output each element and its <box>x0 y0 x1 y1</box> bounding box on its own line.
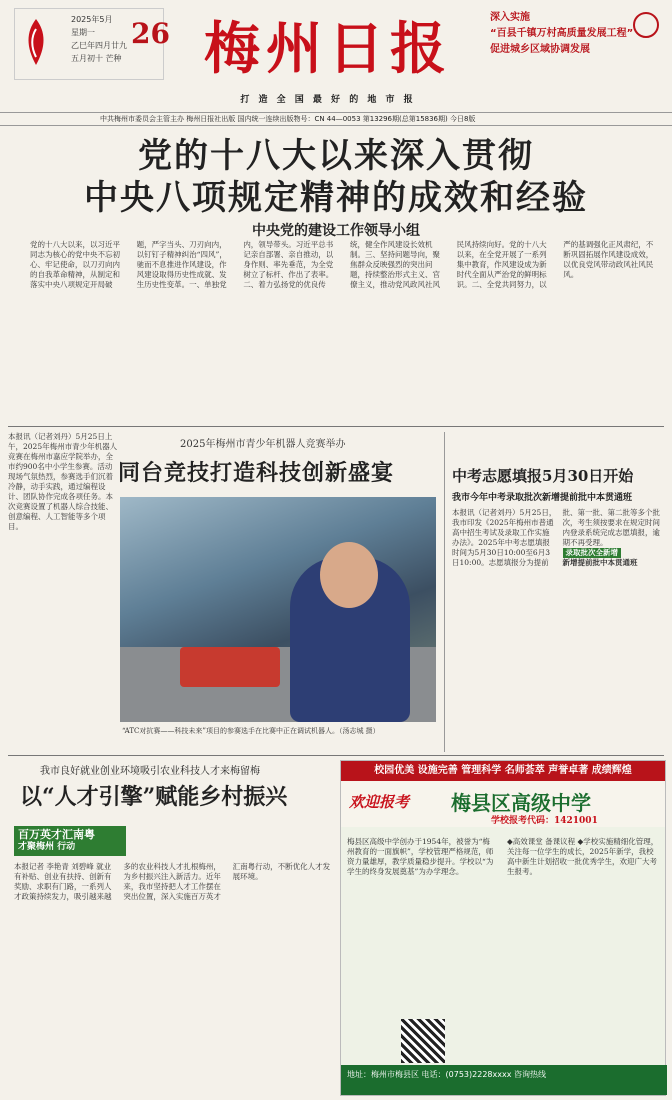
talent-banner-title: 百万英才汇南粤 <box>18 828 95 841</box>
event-kicker: 2025年梅州市青少年机器人竞赛举办 <box>180 439 346 450</box>
talent-body: 本报记者 李艳青 刘碧峰 就业有补贴、创业有扶持、创新有奖励、求职有门路，一系列人才政策持续发力，吸引越来越多的农业科技人才扎根梅州，为乡村振兴注入新活力。近年来，我市坚持把人才工作摆在突出位置，深入实施百万英才汇南粤行动，不断优化人才发展环境。 <box>14 862 331 901</box>
talent-headline: 以“人才引擎”赋能乡村振兴 <box>20 784 288 810</box>
ad-right-text: ◆高效课堂 备课议程 ◆学校实施精细化管理，关注每一位学生的成长，2025年新学，我校高中新生计划招收一批优秀学生，欢迎广大考生报考。 <box>507 837 659 876</box>
lead-body: 党的十八大以来，以习近平同志为核心的党中央不忘初心、牢记使命，以刀刃向内的自我革命精神，从制定和落实中央八项规定开局破题，严字当头、刀刃向内，以钉钉子精神纠治“四风”，驰而不息推进作风建设，作风建设取得历史性成就、发生历史性变革。一、单独党内，领导带头。习近平总书记亲自部署、亲自推动，以身作则、率先垂范，为全党树立了标杆、作出了表率。二、着力弘扬党的优良传统，健全作风建设长效机制。三、坚持问题导向，聚焦群众反映强烈的突出问题，持续整治形式主义、官僚主义，推动党风政风社风民风持续向好。党的十八大以来，在全党开展了一系列集中教育，作风建设成为新时代全面从严治党的鲜明标识。二、全党共同努力，以严的基调强化正风肃纪，不断巩固拓展作风建设成效，以优良党风带动政风社风民风。 <box>30 240 654 289</box>
masthead <box>0 0 672 118</box>
promo-line-2: “百县千镇万村高质量发展工程” <box>490 28 634 39</box>
lunar-term: 五月初十 芒种 <box>71 54 122 63</box>
divider <box>444 432 445 752</box>
exam-headline: 中考志愿填报5月30日开始 <box>452 467 634 485</box>
ad-body: 梅县区高级中学创办于1954年，被誉为“梅州教育的一面旗帜”，学校管理严格规范，师资力量雄厚，教学质量稳步提升。学校以“为学生的终身发展奠基”为办学理念。 <box>347 837 494 876</box>
exam-tag2: 新增提前批中本贯通班 <box>562 558 638 567</box>
newspaper-logo-icon <box>21 17 51 67</box>
exam-body <box>452 508 667 738</box>
robot-competition-photo <box>120 497 436 722</box>
exam-subhead: 我市今年中考录取批次新增提前批中本贯通班 <box>452 493 633 503</box>
talent-banner-sub: 才聚梅州 行动 <box>18 842 76 852</box>
school-advertisement <box>340 760 666 1096</box>
promo-box <box>490 10 665 82</box>
photo-robot <box>180 647 280 687</box>
ad-top-banner: 校园优美 设施完善 管理科学 名师荟萃 声誉卓著 成绩辉煌 <box>341 761 665 781</box>
exam-text: 本报讯（记者刘丹）5月25日，我市印发《2025年梅州市普通高中招生考试及录取工作实施办法》。2025年中考志愿填报时间为5月30日10:00至6月3日10:00。志愿填报分为提前批、第一批、第二批等多个批次，考生须按要求在规定时间内登录系统完成志愿填报，逾期不再受理。 <box>452 508 660 567</box>
ad-title-area <box>341 781 665 827</box>
date-column <box>71 13 127 65</box>
event-brief: 本报讯（记者刘丹）5月25日上午，2025年梅州市青少年机器人竞赛在梅州市嘉应学院举办，全市约900名中小学生参赛。活动现场气氛热烈，参赛选手们沉着冷静，动手实践，通过编程设计、团队协作完成各项任务。本次竞赛设置了机器人综合技能、创意编程、人工智能等多个项目。 <box>8 432 118 531</box>
ad-school-name: 梅县区高级中学 <box>451 791 591 815</box>
day-number: 26 <box>131 17 170 50</box>
divider <box>8 755 664 756</box>
newspaper-title: 梅州日报 <box>204 16 452 82</box>
ad-footer: 地址：梅州市梅县区 电话：(0753)2228xxxx 咨询热线 <box>341 1065 667 1095</box>
event-headline: 同台竞技打造科技创新盛宴 <box>118 460 395 486</box>
divider <box>8 426 664 427</box>
lead-headline <box>0 135 672 219</box>
ad-school-code: 学校报考代码：1421001 <box>491 816 598 826</box>
lunar-date: 乙巳年四月廿九 <box>71 41 127 50</box>
talent-banner <box>14 826 126 856</box>
photo-student-head <box>320 542 378 608</box>
badge-icon <box>633 12 659 38</box>
year-month: 2025年5月 <box>71 15 113 24</box>
photo-caption: “ATC对抗赛——科技未来”项目的参赛选手在比赛中正在调试机器人。（汤志城 摄） <box>122 727 380 735</box>
info-bar: 中共梅州市委员会主管主办 梅州日报社出版 国内统一连续出版物号：CN 44—0053 第13296期(总第15836期) 今日8版 <box>0 112 672 126</box>
ad-welcome: 欢迎报考 <box>349 793 410 811</box>
promo-line-1: 深入实施 <box>490 12 530 23</box>
talent-kicker: 我市良好就业创业环境吸引农业科技人才来梅留梅 <box>40 766 260 777</box>
promo-line-3: 促进城乡区域协调发展 <box>490 44 590 55</box>
lead-headline-line1: 党的十八大以来深入贯彻 <box>138 136 534 176</box>
weekday: 星期一 <box>71 28 95 37</box>
lead-headline-line2: 中央八项规定精神的成效和经验 <box>84 178 588 218</box>
title-block <box>178 4 478 104</box>
date-box <box>14 8 170 80</box>
lead-byline: 中央党的建设工作领导小组 <box>252 223 420 239</box>
slogan: 打 造 全 国 最 好 的 地 市 报 <box>240 95 416 105</box>
qr-code-icon <box>401 1019 445 1063</box>
exam-tag: 录取批次全新增 <box>563 548 622 558</box>
